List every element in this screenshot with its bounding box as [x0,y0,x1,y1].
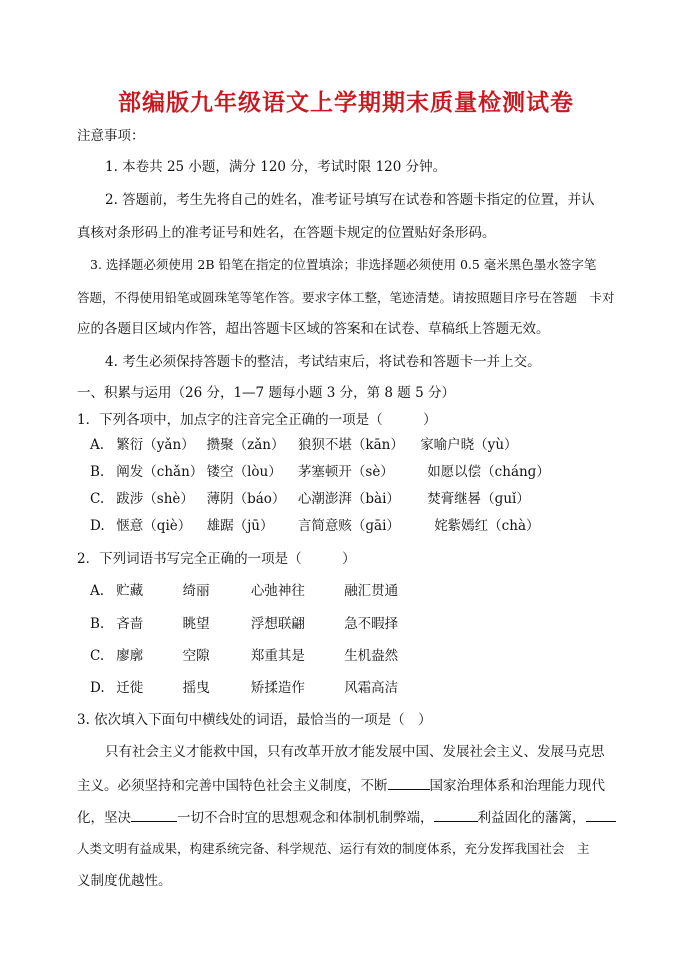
option-label: B. [90,464,105,480]
option-item: 生机盎然 [344,648,399,664]
option-label: D. [90,680,105,696]
note-2-line-2: 真核对条形码上的准考证号和姓名，在答题卡规定的位置贴好条形码。 [77,225,496,241]
q2-option-c [90,647,398,665]
option-item: 薄阴（báo） [206,491,286,507]
option-item: 融汇贯通 [344,583,399,599]
passage-text: 主义。必须坚持和完善中国特色社会主义制度，不断 [77,778,388,794]
q1-stem: 1．下列各项中，加点字的注音完全正确的一项是（ ） [77,412,437,428]
q3-stem: 3. 依次填入下面句中横线处的词语，最恰当的一项是（ ） [77,712,432,728]
section-heading: 一、积累与运用（26 分，1—7 题每小题 3 分，第 8 题 5 分） [77,385,455,401]
option-item: 心潮澎湃（bài） [297,491,400,507]
note-1: 1. 本卷共 25 小题，满分 120 分，考试时限 120 分钟。 [105,159,447,175]
q2-option-b [90,615,398,633]
option-item: 急不暇择 [344,616,399,632]
q2-option-a [90,582,398,600]
option-item: 攒聚（zǎn） [206,437,285,453]
option-item: 矫揉造作 [250,680,305,696]
option-item: 姹紫嫣红（chà） [434,518,540,534]
answer-blank-1[interactable] [388,775,430,790]
note-4: 4. 考生必须保持答题卡的整洁，考试结束后，将试卷和答题卡一并上交。 [105,354,541,370]
q1-option-b [90,463,550,481]
option-item: 浮想联翩 [250,616,305,632]
q1-option-d [90,517,540,535]
option-label: C. [90,648,105,664]
option-item: 家喻户晓（yù） [420,437,518,453]
note-3-line-3: 应的各题目区域内作答，超出答题卡区域的答案和在试卷、草稿纸上答题无效。 [77,321,550,337]
option-item: 镂空（lòu） [206,464,282,480]
q2-stem: 2．下列词语书写完全正确的一项是（ ） [77,551,356,567]
passage-text: 一切不合时宜的思想观念和体制机制弊端， [177,810,434,826]
q2-option-d [90,679,398,697]
option-item: 阐发（chǎn） [116,464,204,480]
option-label: A. [90,437,105,453]
option-item: 惬意（qiè） [116,518,192,534]
option-item: 狼狈不堪（kān） [297,437,404,453]
option-item: 跋涉（shè） [116,491,194,507]
option-item: 茅塞顿开（sè） [297,464,394,480]
q1-option-a [90,436,518,454]
option-item: 空隙 [182,648,210,664]
option-item: 吝啬 [116,616,144,632]
q3-passage-line-4: 人类文明有益成果，构建系统完备、科学规范、运行有效的制度体系，充分发挥我国社会 主 [77,841,590,856]
answer-blank-4[interactable] [586,807,616,822]
option-item: 贮藏 [116,583,144,599]
option-item: 眺望 [182,616,210,632]
option-label: A. [90,583,105,599]
option-item: 摇曳 [182,680,210,696]
q1-option-c [90,490,530,508]
passage-text: 利益固化的藩篱， [477,810,586,826]
q3-passage-line-5: 义制度优越性。 [77,873,172,889]
option-label: C. [90,491,105,507]
option-item: 焚膏继晷（ɡuǐ） [427,491,530,507]
notes-heading: 注意事项： [77,128,145,144]
option-item: 迁徙 [116,680,144,696]
option-item: 言简意赅（ɡāi） [297,518,400,534]
q3-passage-line-2 [77,775,605,795]
option-item: 风霜高洁 [344,680,399,696]
q3-passage-line-3 [77,807,616,827]
option-item: 如愿以偿（chánɡ） [427,464,550,480]
option-item: 绮丽 [182,583,210,599]
answer-blank-3[interactable] [434,807,478,822]
option-item: 心弛神往 [250,583,305,599]
option-item: 廖廓 [116,648,144,664]
note-2-line-1: 2. 答题前，考生先将自己的姓名，准考证号填写在试卷和答题卡指定的位置，并认 [105,192,595,208]
option-label: D. [90,518,105,534]
option-item: 繁衍（yǎn） [116,437,195,453]
answer-blank-2[interactable] [131,807,177,822]
passage-text: 国家治理体系和治理能力现代 [429,778,605,794]
passage-text: 化，坚决 [77,810,131,826]
note-3-line-1: 3. 选择题必须使用 2B 铅笔在指定的位置填涂；非选择题必须使用 0.5 毫米黑色墨水签字笔 [90,257,597,272]
note-3-line-2: 答题，不得使用铅笔或圆珠笔等笔作答。要求字体工整，笔迹清楚。请按照题目序号在答题 卡对 [77,290,615,305]
q3-passage-line-1: 只有社会主义才能救中国，只有改革开放才能发展中国、发展社会主义、发展马克思 [105,744,605,760]
option-label: B. [90,616,105,632]
option-item: 郑重其是 [250,648,305,664]
page-title: 部编版九年级语文上学期期末质量检测试卷 [118,90,574,116]
option-item: 雄踞（jū） [206,518,274,534]
